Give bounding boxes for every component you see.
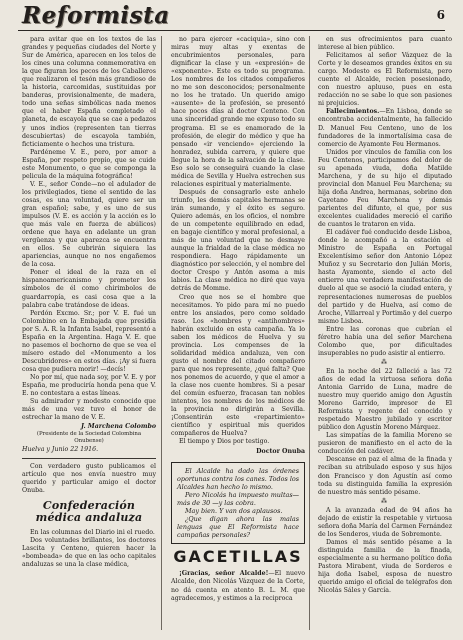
article-paragraph: V. E., señor Conde—no el adulador de los privilegiados, tiene el sentido de las cosas, es una voluntad, quiere ser un gran español; sabe, y es uno de sus impulsos (V. E. es acción y la acción es lo que más vale en fuerza de abúlicos) ordene que haya en adelante un gran vergüenza y que aparezca se encuentra en ellos. Se cubrirán siquiera las apariencias, aunque no nos engañemos de la cosa.	[22, 180, 156, 269]
article-paragraph: Pardéneme V. E., pero, por amor a España, por respeto propio, que se cuide este Monumento, o que se componga la pelicula de la máquina fotográfica!	[22, 148, 156, 180]
masthead: Reformista	[22, 2, 170, 29]
separator	[22, 458, 156, 459]
box-paragraph: El Alcalde ha dado las órdenes oportunas contra los canes. Todos los Alcaldes han hecho lo mismo.	[177, 467, 299, 492]
article-paragraph: Su admirador y modesto conocido que más de una vez tuvo el honor de estrechar la mano de V. E.	[22, 398, 156, 422]
article-paragraph: Damos el más sentido pésame a la distinguida familia de la finada, especialmente a su hermano político doña Pastora Mirabent, viuda de Sorderos e hija doña Isabel, esposa de nuestro querido amigo el oficial de telégrafos don Nicolás Sáles y García.	[318, 538, 452, 595]
column-3	[318, 36, 452, 595]
signature-note: (Presidente de la Sociedad Colombina Onubense)	[36, 431, 142, 445]
article-paragraph: No por mí, que nada soy, por V. E. y por España, me produciría honda pena que V. E. no contestara a estas líneas.	[22, 373, 156, 398]
article-paragraph: A la avanzada edad de 94 años ha dejado de existir la respetable y virtuosa señora doña María del Carmen Fernández de los Senderos, viuda de Sobremonte.	[318, 506, 452, 538]
article-paragraph: En las columnas del Diario ini el ruedo.	[30, 528, 155, 536]
article-paragraph: Perdón Excmo. Sr.; por V. E. fué un Colombino en la Embajada que presidía por S. A. R. la Infanta Isabel, representó a España en la Argentina. Haga V. E. que no pasemos el bochorno de que se vea el mísero estado del «Monumento a los Descubridores» en estos días. ¡Ay si fuera cosa que pudiera morir! —decís!	[22, 309, 156, 373]
article-paragraph: en sus ofrecimientos para cuanto interese al bien público.	[318, 36, 452, 52]
obituary-text: —En Lisboa, donde se encontraba accidentalmente, ha fallecido D. Manuel Feu Centeno, uno de los fundadores de la inmortalísima casa de comercio de Ayamonte Feu Hermanos.	[318, 108, 452, 148]
article-signature: J. Marchena Colombo	[80, 423, 156, 431]
section-ornament: ⁂	[380, 358, 390, 366]
gacetilla-text: —El nuevo Alcalde, don Nicolás Vázquez de la Corte, no dá cuenta en atento B. L. M. que agradecemos, y estimos a la reciproca	[171, 570, 306, 602]
article-paragraph: En la noche del 22 falleció a las 72 años de edad la virtuosa señora doña Antonia Garrido de Luna, madre de nuestro muy querido amigo don Agustín Moreno Garrido, impresor de El Reformista y regente del conocido y respetado Maestro jubilado y escritor público don Agustín Moreno Márquez.	[318, 367, 452, 432]
article-paragraph: Unidos por vínculos de familia con los Feu Centenos, participamos del dolor de su apenada viuda, doña Matilde Marchena, y de su hijo el diputado provincial don Manuel Feu Marchena; su hija doña Andrea, hermanas, sobrino don Cayetano Feu Marchena y demás parientes del difunto, el que, por sus excelentes cualidades mereció el cariño de cuantos le trataron en vida.	[318, 148, 452, 229]
column-1	[22, 36, 156, 569]
article-headline: Confederación médica andaluza	[35, 498, 143, 524]
section-ornament: ⁂	[380, 497, 390, 505]
page-header	[0, 0, 463, 30]
gacetilla-lead: ¡Gracias, señor Alcalde!	[179, 570, 269, 578]
article-paragraph: no para ejercer «caciquia», sino con miras muy altas y exentas de encubrimientos personales, para dignificar la clase y un «expresión» de «exponente». Este es todo su programa. Los nombres de los citados compañeros no me son desconocidos; personalmente no los he tratado. Un querido amigo «ausente» de la profesión, se presentó hace pocos días al doctor Centeno. Con una sinceridad grande me expuso todo su programa. El se es enamorado de la profesión, de elegir do médico y que ha pensado «ir venciendo» ejerciendo la honradez, subida carrera, y quiere que llegue la hora de la salvación de la clase. Eso solo se conseguirá cuando la clase médica de Sevilla y Huelva estrechen sus relaciones espiritual y materialmente.	[171, 36, 305, 188]
article-paragraph: Dos voluntades brillantes, los doctores Lascita y Centeno, quieren hacer la «bombeada» de que en las ocho capitales andaluzas se una la clase médica,	[22, 536, 156, 568]
article-paragraph: El tiempo y Dios por testigo.	[179, 438, 270, 446]
article-paragraph: Creo que nos se el hombre que necesitamos. Yo pido para mí no puedo entre los ansiados, pero como soldado raso. Los «hombres y «antihombres» habrán excluido en esta campaña. Ya lo saben los médicos de Huelva y su provincia. Los compenses de la solidaridad médica andaluza, ven con gusto el nombre del citado compañero para que nos represente, ¿qué falta? Que nos ponemos de acuerdo, y que el amor a la clase nos cuente hombres. Si a pesar del común esfuerzo, fracasan tan nobles intentos, los nombres de los médicos de la provincia no dirigirán a Sevilla. ¡Consentirán este «repartimiento» científico y espiritual mis queridos compañeros de Huelva?	[171, 293, 305, 438]
dateline: Huelva y Junio 22 1916.	[22, 446, 99, 454]
section-heading: GACETILLAS	[173, 547, 303, 567]
article-paragraph: Entre las coronas que cubrían el féretro había una del señor Marchena Colombo que, por dificultades insuperables no pudo asistir al entierro.	[318, 325, 452, 357]
note-paragraph: Con verdadero gusto publicamos el artículo que nos envía nuestro muy querido y particular amigo el doctor Onuba.	[22, 463, 156, 495]
article-paragraph: Poner el ideal de la raza en el hispanoamericanismo y prometer los símbolos de él como chirimbolos de guardarropía, es casi cosa que a la palabra cabe tratándose de ideas.	[22, 269, 156, 309]
column-2	[171, 36, 305, 603]
article-paragraph: El cadáver fué conducido desde Lisboa, donde le acompañó a la estación el Ministro de España en Portugal Excelentísimo señor don Antonio López Muñoz y su Secretario don Julián Moris, hasta Ayamonte, siendo el acto del entierro una verdadera manifestación de duelo al que se asoció la ciudad entera, y representaciones numerosas de pueblos del partido y de Huelva, así como de Aroche, Villarreal y Portimão y del cuerpo mismo Lisboa.	[318, 229, 452, 325]
article-paragraph: para avitar que en los textos de las grandes y pequeñas ciudades del Norte y Sur de América, aparecen en los telos de los cines una columna conmemorativa en la que figuran los pecos de los Caballeros que realizaron el tesón más grandioso de la historia, carcomidas, sustituidas por banderas, provisionalmente, de madera, todo una señas simbólicas nada menos que el haber España completado el planeta, de escayola que se cae a pedazos y unos indios (representen tan tierras descubiertas) de escayola también, ficticiamente o hechos una tristura.	[22, 36, 156, 148]
article-paragraph: Descanse en paz el alma de la finada y reciban su atribulado esposo y sus hijos don Francisco y don Agustín así como toda su distinguida familia la expresión de nuestro más sentido pésame.	[318, 456, 452, 496]
obituary-lead: Fallecimientos.	[326, 108, 380, 116]
article-paragraph: Felicitamos al señor Vázquez de la Corte y le deseamos grandes éxitos en su cargo. Modesto es El Reformista, pero cuente el Alcalde, recien posesionado, con nuestro apluuso, pues en esta redacción no se sabe lo que son pasiones ni prejuicios.	[318, 52, 452, 108]
page-number: 6	[436, 8, 445, 22]
box-paragraph: Pero Nicolás ha impuesto multas— más de 30 —y las cobra.	[177, 491, 299, 508]
column-divider	[309, 36, 310, 630]
article-paragraph: Las simpatías de la familia Moreno se pusieron de manifiesto en el acto de la conducción del cadáver.	[318, 432, 452, 456]
box-paragraph: ¿Que digan ahora las malas lenguas que El Reformista hace campañas personales?	[177, 515, 299, 540]
article-signature: Doctor Onuba	[256, 448, 305, 456]
article-paragraph: Después de consagrarlo este anhelo triunfo, les demás capitales hermanas se irán sumando, y el éxito es seguro. Quiero además, en los oficios, el nombre de un competente equilibrado en edad, en bagaje científico y moral profesional, a más de una voluntad que no desmaye aunque la frialdad de la clase médica no respondiera. Hago rápidamente un diagnóstico por selección, y el nombre del doctor Crespo y Antón asoma a mis labios. La clase médica no diré que vaya detrás de Momme.	[171, 188, 305, 293]
box-paragraph: May bien. Y van dos aplausos.	[185, 507, 283, 516]
column-divider	[161, 36, 162, 630]
boxed-note	[171, 462, 305, 544]
header-rule	[18, 30, 445, 31]
